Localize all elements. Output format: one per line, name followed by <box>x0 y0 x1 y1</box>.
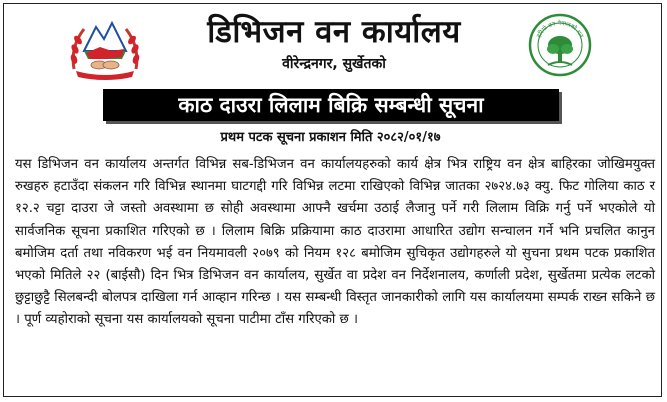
notice-body: यस डिभिजन वन कार्यालय अन्तर्गत विभिन्न सब-डिभिजन वन कार्यालयहरुको कार्य क्षेत्र भित्र राष्ट्रिय वन क्षेत्र बाहिरका जोखिमयुक्त रुखहरु हटाउँदा संकलन गरि विभिन्न स्थानमा घाटगद्दी गरि विभिन्न लटमा राखिएको विभिन्न जातका २७२४.७३ क्यु. फिट गोलिया काठ र १२.२ चट्टा दाउरा जे जस्तो अवस्थामा छ सोही अवस्थामा आफ्नै खर्चमा उठाई लैजानु पर्ने गरी लिलाम विक्रि गर्नु पर्ने भएकोले यो सार्वजनिक सूचना प्रकाशित गरिएको छ । लिलाम बिक्रि प्रक्रियामा काठ दाउरामा आधारित उद्योग सन्चालन गर्ने भनि प्रचलित कानुन बमोजिम दर्ता तथा नविकरण भई वन नियमावली २०७९ को नियम १२८ बमोजिम सुचिकृत उद्योगहरुले यो सुचना प्रथम पटक प्रकाशित भएको मितिले २२ (बाईसौ) दिन भित्र डिभिजन वन कार्यालय, सुर्खेत वा प्रदेश वन निर्देशनालय, कर्णाली प्रदेश, सुर्खेतमा प्रत्येक लटको छुट्टाछुट्टै सिलबन्दी बोलपत्र दाखिला गर्न आव्हान गरिन्छ । यस सम्बन्धी विस्तृत जानकारीको लागि यस कार्यालयमा सम्पर्क राख्न सकिने छ । पूर्ण व्यहोराको सूचना यस कार्यालयको सूचना पाटीमा टाँस गरिएको छ । <box>15 157 655 328</box>
logo-motto: हरियो वन नेपालको धन <box>535 19 585 39</box>
notice-frame <box>3 3 662 397</box>
office-name: डिभिजन वन कार्यालय <box>207 14 461 50</box>
nepal-government-emblem-icon <box>66 13 144 81</box>
forest-logo <box>528 13 592 77</box>
notice-title-banner: काठ दाउरा लिलाम बिक्रि सम्बन्धी सूचना <box>103 89 559 121</box>
publication-date: प्रथम पटक सूचना प्रकाशन मिति २०८२/०१/१७ <box>220 130 441 145</box>
office-address: वीरेन्द्रनगर, सुर्खेतको <box>282 56 386 72</box>
forest-department-tree-logo-icon <box>528 13 592 77</box>
